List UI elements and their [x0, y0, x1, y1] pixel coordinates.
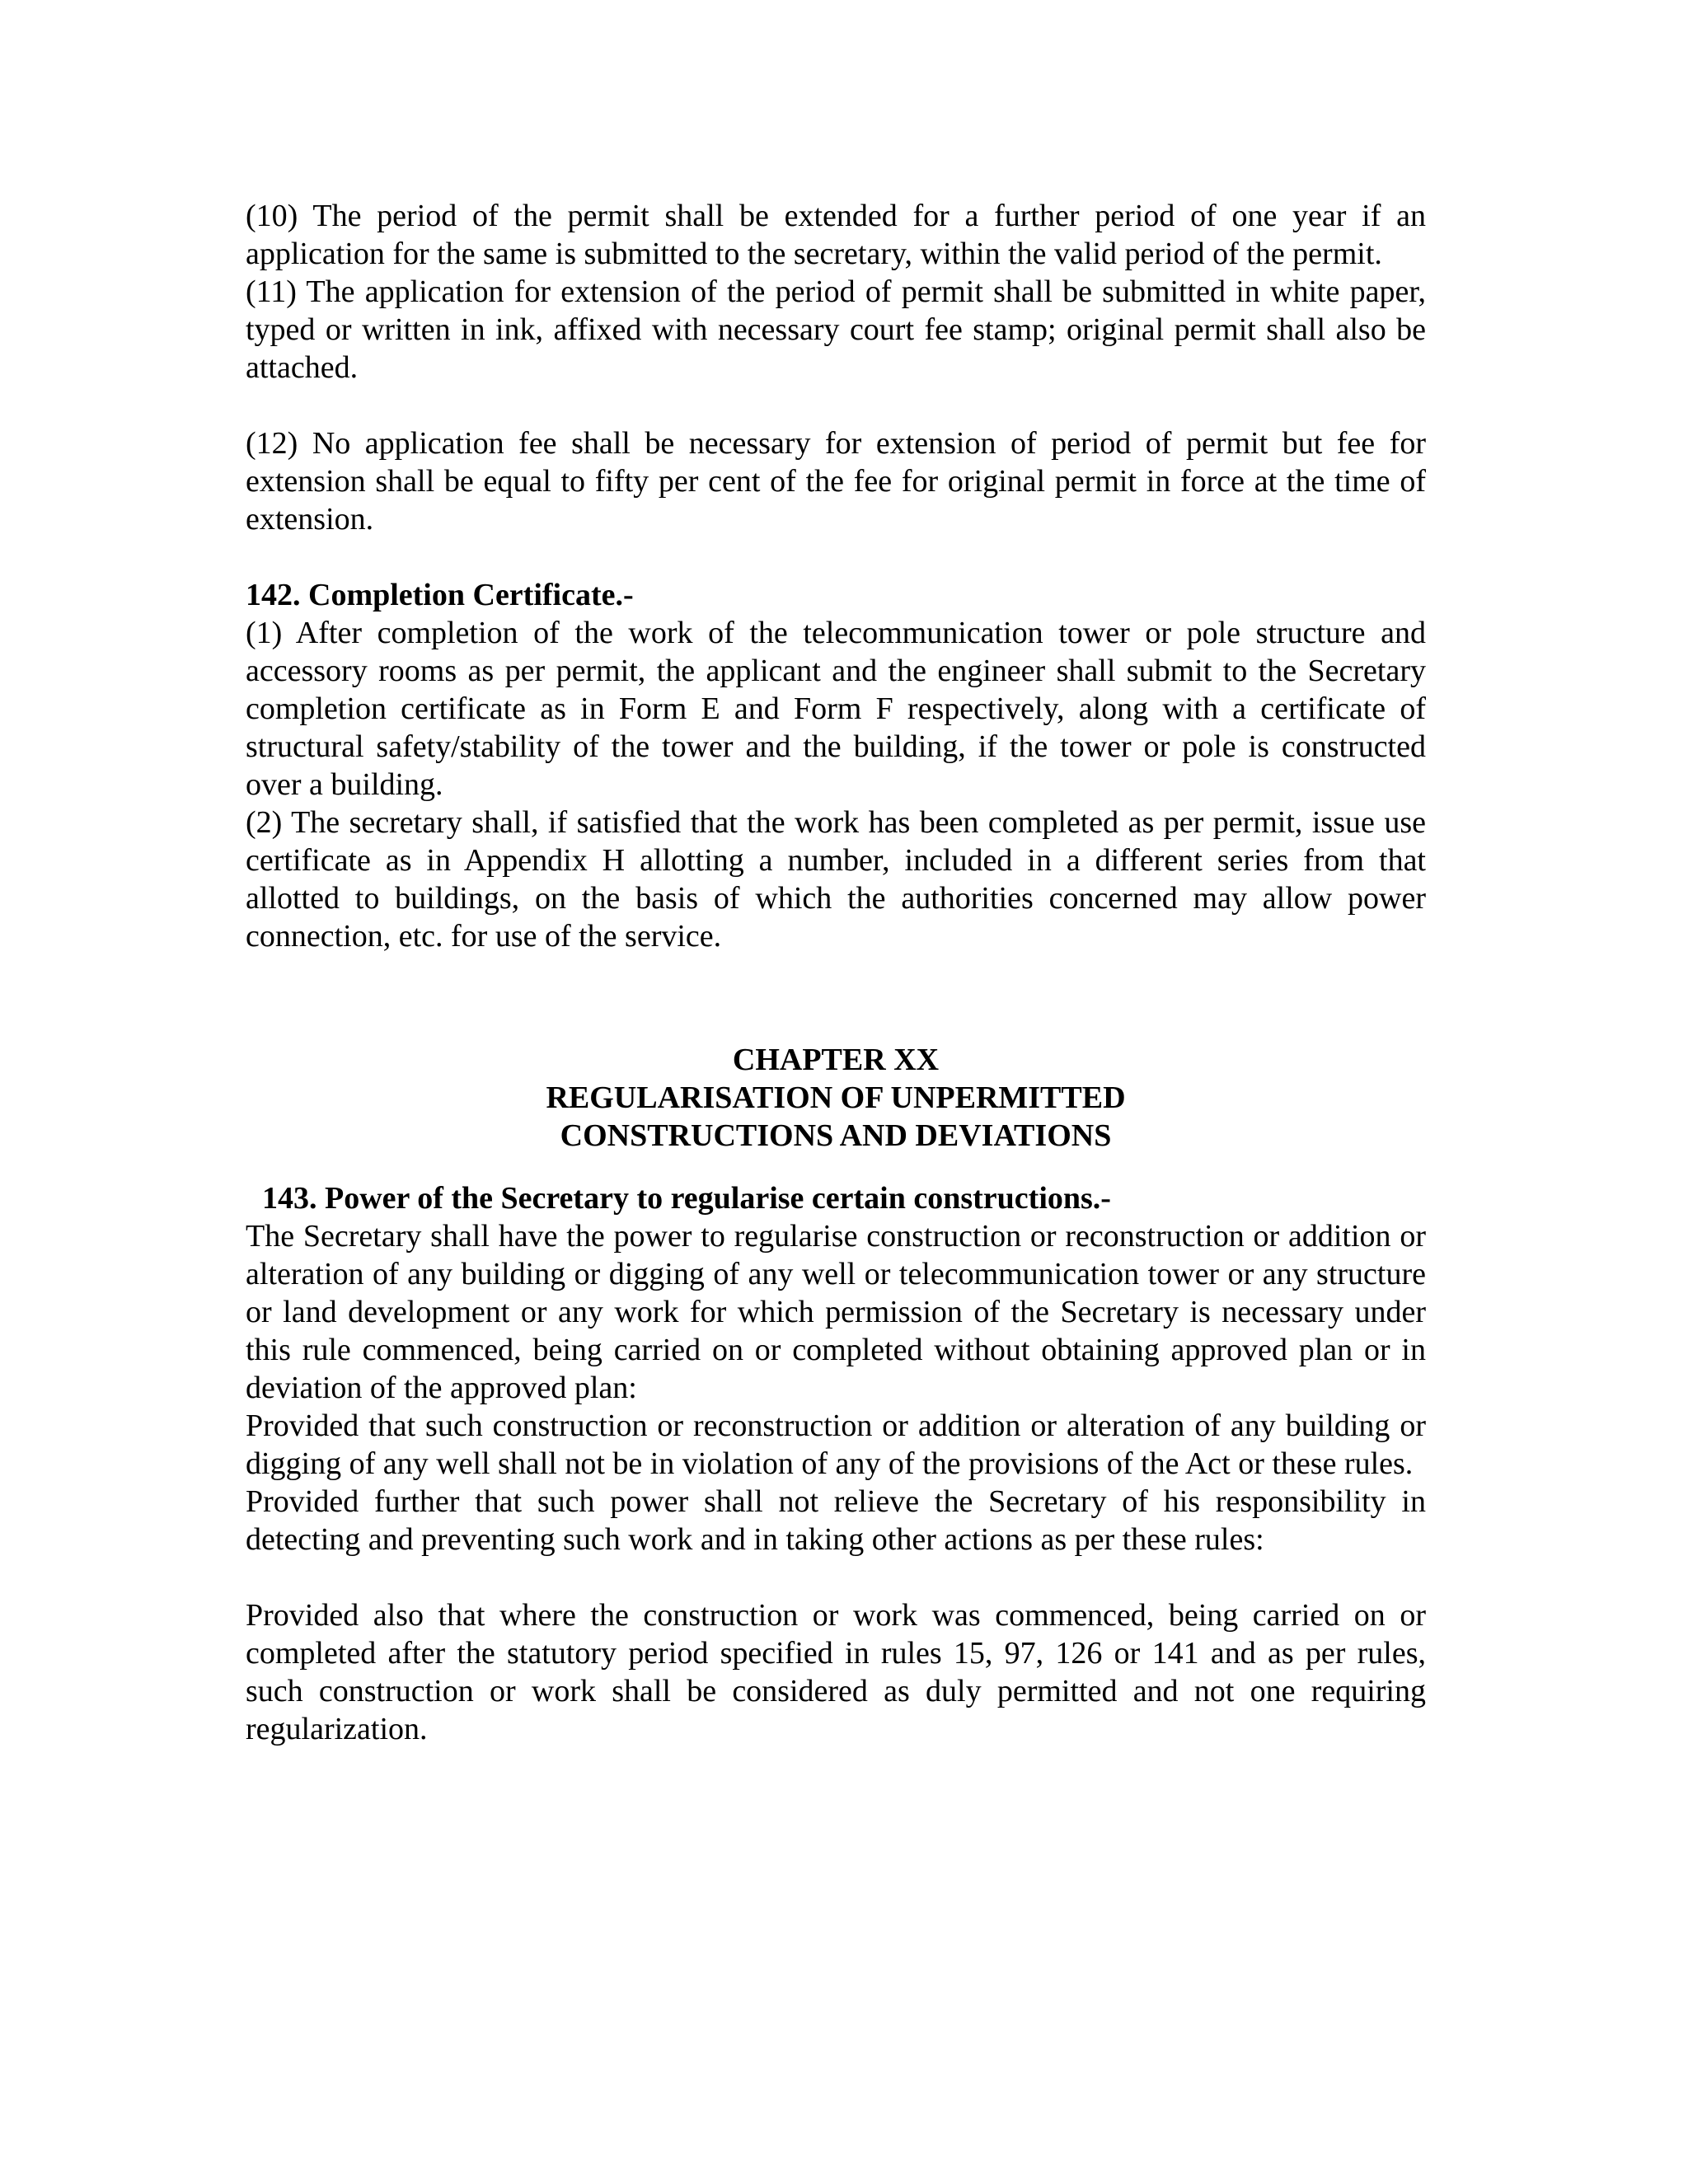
chapter-title-line-1: REGULARISATION OF UNPERMITTED — [546, 1080, 1126, 1115]
spacer — [246, 1155, 1426, 1179]
rule-143-heading: 143. Power of the Secretary to regularise certain constructions.- — [262, 1181, 1111, 1216]
spacer — [246, 1558, 1426, 1596]
rule-141-subrule-11: (11) The application for extension of the period of permit shall be submitted in white paper, typed or written in ink, affixed with necessary court fee stamp; original permit shall also be attached. — [246, 274, 1426, 385]
rule-143-paragraph-1: The Secretary shall have the power to regularise construction or reconstruction or addition or alteration of any building or digging of any well or telecommunication tower or any structure or land development or any work for which permission of the Secretary is necessary under this rule commenced, being carried on or completed without obtaining approved plan or in deviation of the approved plan: — [246, 1219, 1426, 1405]
spacer — [246, 387, 1426, 424]
rule-141-subrule-10: (10) The period of the permit shall be extended for a further period of one year if an application for the same is submitted to the secretary, within the valid period of the permit. — [246, 199, 1426, 271]
rule-142-subrule-2: (2) The secretary shall, if satisfied that the work has been completed as per permit, issue use certificate as in Appendix H allotting a number, included in a different series from that allotted to buildings, on the basis of which the authorities concerned may allow power connection, etc. for use of the service. — [246, 805, 1426, 954]
chapter-number: CHAPTER XX — [732, 1043, 940, 1077]
rule-143-proviso-1: Provided that such construction or reconstruction or addition or alteration of any building or digging of any well shall not be in violation of any of the provisions of the Act or these rules. — [246, 1408, 1426, 1481]
page-content — [246, 197, 1426, 1748]
rule-143-proviso-2: Provided further that such power shall not relieve the Secretary of his responsibility in detecting and preventing such work and in taking other actions as per these rules: — [246, 1484, 1426, 1557]
spacer — [246, 538, 1426, 576]
rule-143-proviso-3: Provided also that where the construction or work was commenced, being carried on or completed after the statutory period specified in rules 15, 97, 126 or 141 and as per rules, such construction or work shall be considered as duly permitted and not one requiring regularization. — [246, 1598, 1426, 1746]
spacer — [246, 955, 1426, 1041]
rule-142-heading: 142. Completion Certificate.- — [246, 578, 634, 612]
rule-142-subrule-1: (1) After completion of the work of the telecommunication tower or pole structure and accessory rooms as per permit, the applicant and the engineer shall submit to the Secretary completion certificate as in Form E and Form F respectively, along with a certificate of structural safety/stability of the tower and the building, if the tower or pole is constructed over a building. — [246, 616, 1426, 802]
chapter-title-line-2: CONSTRUCTIONS AND DEVIATIONS — [560, 1118, 1112, 1153]
rule-141-subrule-12: (12) No application fee shall be necessary for extension of period of permit but fee for extension shall be equal to fifty per cent of the fee for original permit in force at the time of extension. — [246, 426, 1426, 537]
